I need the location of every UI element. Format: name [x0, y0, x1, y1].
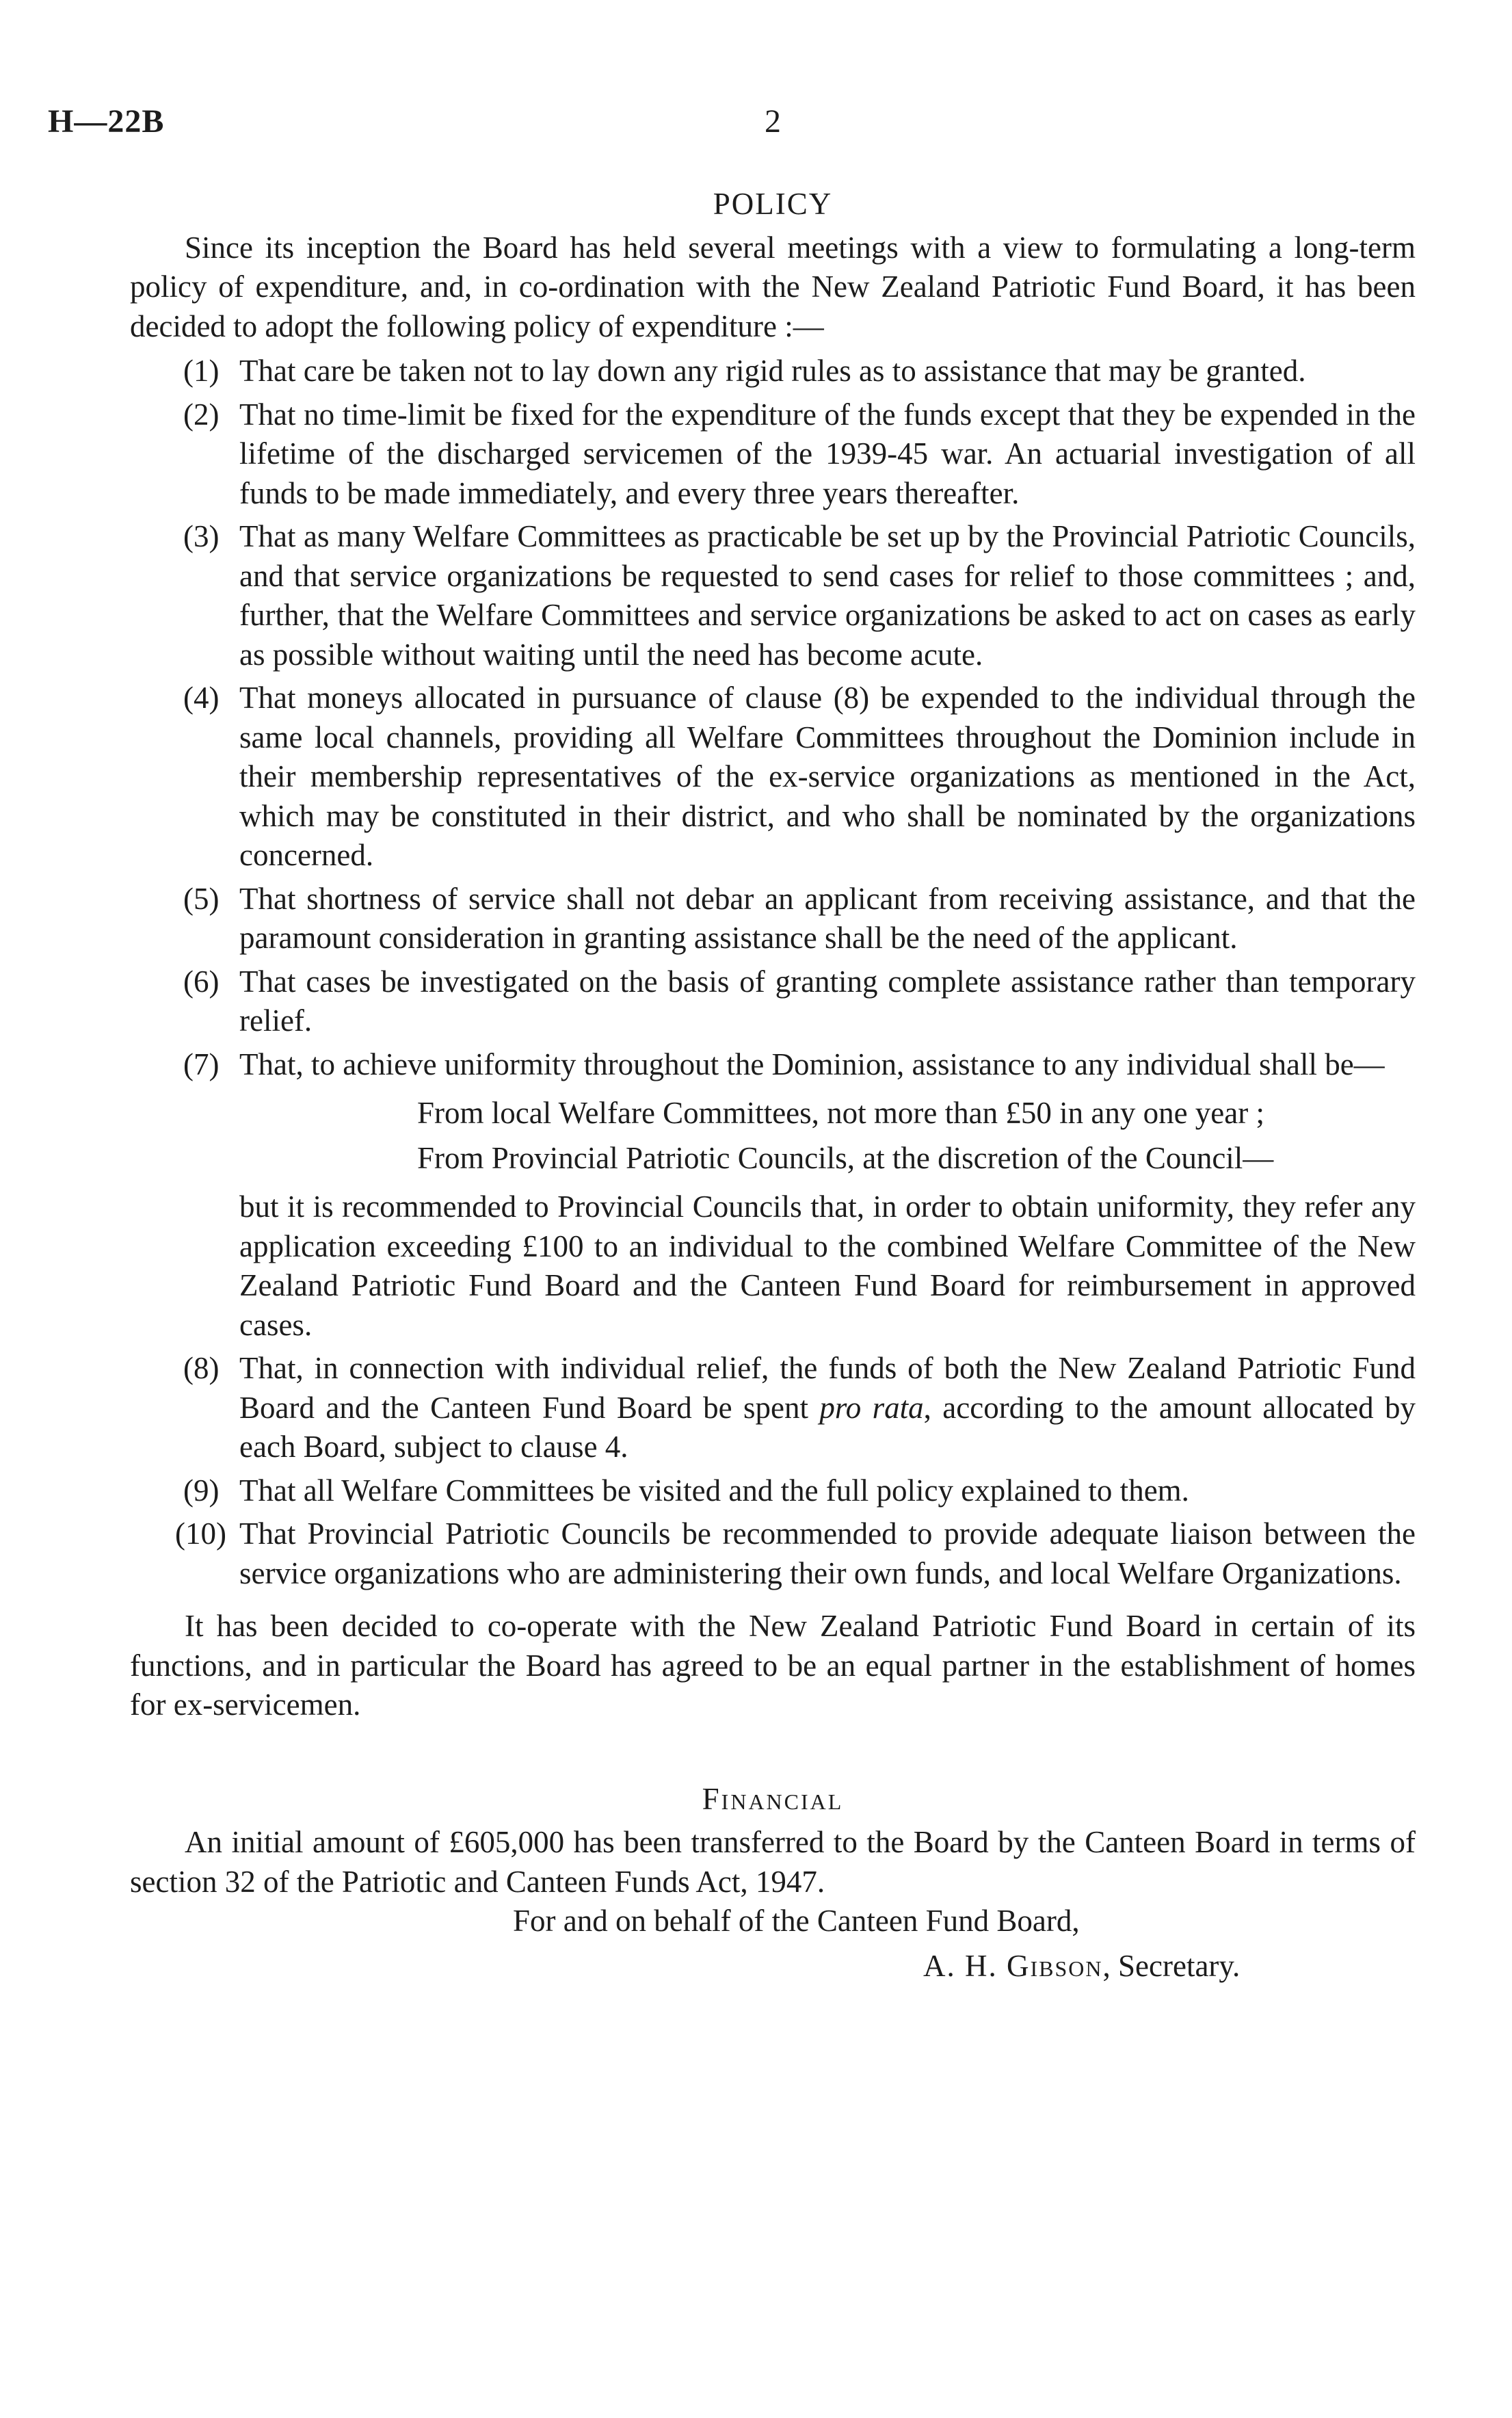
limit-local-committees: From local Welfare Committees, not more than £50 in any one year ; [417, 1096, 1264, 1130]
clause-text: That shortness of service shall not debar an applicant from receiving assistance, and that the paramount consideration in granting assistance shall be the need of the applicant. [239, 881, 1416, 955]
clause-6 [130, 962, 1416, 1041]
clause-text: That cases be investigated on the basis of granting complete assistance rather than temporary relief. [239, 964, 1416, 1038]
page-body [130, 185, 1416, 1986]
clause-text: That Provincial Patriotic Councils be recommended to provide adequate liaison between the service organizations who are administering their own funds, and local Welfare Organizations. [239, 1516, 1416, 1590]
clause-text-end: , according to the amount allocated by each Board, subject to clause 4. [239, 1390, 1416, 1464]
clause-8 [130, 1349, 1416, 1467]
clause-text: That all Welfare Committees be visited and the full policy explained to them. [239, 1473, 1189, 1508]
financial-heading: Financial [702, 1781, 844, 1816]
page-header [48, 103, 1416, 150]
clause-3 [130, 517, 1416, 674]
signature-block [923, 1947, 1416, 1986]
clause-text-italic: pro rata [819, 1390, 924, 1425]
clause-4 [130, 679, 1416, 876]
clause-text: That care be taken not to lay down any rigid rules as to assistance that may be granted. [239, 354, 1306, 388]
clause-number: (4) [183, 681, 220, 715]
clause-5 [130, 880, 1416, 958]
clause-9 [130, 1471, 1416, 1511]
policy-closing: It has been decided to co-operate with the New Zealand Patriotic Fund Board in certain of its functions, and in particular the Board has agreed to be an equal partner in the establishment of homes for ex-servicemen. [130, 1609, 1416, 1722]
signoff-line: For and on behalf of the Canteen Fund Board, [513, 1904, 1080, 1938]
clause-number: (10) [175, 1516, 226, 1551]
clause-text: That, in connection with individual relief, the funds of both the New Zealand Patriotic Fund Board and the Canteen Fund Board be spent [239, 1351, 1416, 1425]
clause-1 [130, 352, 1416, 391]
clause-text: That moneys allocated in pursuance of clause (8) be expended to the individual through the same local channels, providing all Welfare Committees throughout the Dominion include in their membership representatives of the ex-service organizations as mentioned in the Act, which may be constituted in their district, and who shall be nominated by the organizations concerned. [239, 681, 1416, 872]
policy-heading: POLICY [713, 187, 833, 221]
clause-number: (5) [183, 881, 220, 916]
clause-number: (7) [183, 1047, 220, 1081]
financial-text: An initial amount of £605,000 has been transferred to the Board by the Canteen Board in terms of section 32 of the Patriotic and Canteen Funds Act, 1947. [130, 1825, 1416, 1899]
clause-number: (2) [183, 397, 220, 432]
clause-number: (9) [183, 1473, 220, 1508]
limit-provincial-councils: From Provincial Patriotic Councils, at the discretion of the Council— [417, 1140, 1274, 1175]
page-number: 2 [765, 103, 781, 140]
signatory-title: , Secretary. [1102, 1948, 1241, 1983]
clause-number: (8) [183, 1351, 220, 1385]
clause-2 [130, 395, 1416, 514]
signatory-name: A. H. Gibson [923, 1948, 1103, 1983]
clause-7-continuation: but it is recommended to Provincial Councils that, in order to obtain uniformity, they refer any application exceeding £100 to an individual to the combined Welfare Committee of the New Zealand Patriotic Fund Board and the Canteen Fund Board for reimbursement in approved cases. [239, 1190, 1416, 1342]
policy-intro: Since its inception the Board has held several meetings with a view to formulating a long-term policy of expenditure, and, in co-ordination with the New Zealand Patriotic Fund Board, it has been decided to adopt the following policy of expenditure :— [130, 230, 1416, 343]
clause-text: That no time-limit be fixed for the expenditure of the funds except that they be expended in the lifetime of the discharged servicemen of the 1939-45 war. An actuarial investigation of all funds to be made immediately, and every three years thereafter. [239, 397, 1416, 510]
clause-7 [130, 1045, 1416, 1345]
policy-clauses [130, 352, 1416, 1593]
clause-text: That, to achieve uniformity throughout the Dominion, assistance to any individual shall be— [239, 1047, 1385, 1081]
clause-7-limits [417, 1094, 1416, 1178]
clause-number: (6) [183, 964, 220, 999]
document-code: H—22B [48, 103, 165, 140]
clause-number: (1) [183, 354, 220, 388]
clause-number: (3) [183, 519, 220, 553]
clause-text: That as many Welfare Committees as practicable be set up by the Provincial Patriotic Councils, and that service organizations be requested to send cases for relief to those committees ; and, further, that the Welfare Committees and service organizations be asked to act on cases as early as possible without waiting until the need has become acute. [239, 519, 1416, 672]
clause-10 [130, 1514, 1416, 1593]
